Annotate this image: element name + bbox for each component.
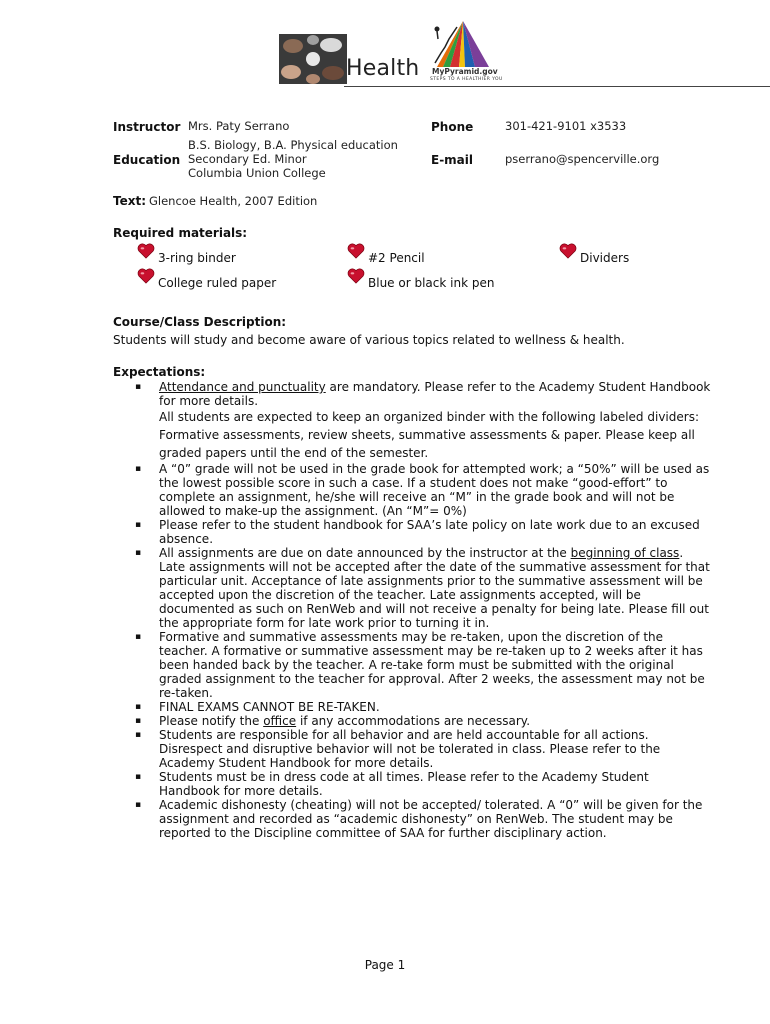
bullet-icon: ▪ bbox=[135, 702, 142, 712]
phone-label: Phone bbox=[431, 120, 474, 134]
education-line: Secondary Ed. Minor bbox=[188, 152, 307, 166]
education-line: Columbia Union College bbox=[188, 166, 326, 180]
page-number: Page 1 bbox=[364, 958, 406, 972]
heart-icon bbox=[347, 243, 365, 259]
material-item bbox=[559, 251, 629, 265]
expectation-text: A “0” grade will not be used in the grade book for attempted work; a “50%” will be used as the lowest possible score in such a case. If a student does not make “good-effort” to complete an assignment, he/she will receive an “M” in the grade book and will not be allowed to make-up the assignment. (An “M”= 0%) bbox=[159, 462, 710, 518]
heart-icon bbox=[347, 268, 365, 284]
material-item bbox=[347, 276, 494, 290]
expectation-item bbox=[113, 714, 713, 728]
expectation-item bbox=[113, 770, 713, 798]
expectation-text: . Late assignments will not be accepted after the date of the summative assessment for that particular unit. Acceptance of late assignments prior to the summative assessment will be accepted upon the discretion of the teacher. Late assignments accepted, will be documented as such on RenWeb and will not receive a penalty for being late. Please fill out the appropriate form for late work prior to turning it in. bbox=[159, 546, 710, 630]
material-item bbox=[137, 276, 276, 290]
expectation-item bbox=[113, 546, 713, 630]
pyramid-logo-text: MyPyramid.gov bbox=[432, 67, 498, 76]
header-photo bbox=[279, 34, 347, 84]
expectation-text: Formative and summative assessments may be re-taken, upon the discretion of the teacher. A formative or summative assessment may be re-taken up to 2 weeks after it has been handed back by the teacher. A re-take form must be submitted with the original graded assignment to the teacher for approval. After 2 weeks, the assessment may not be re-taken. bbox=[159, 630, 705, 700]
expectation-text: are mandatory. Please refer to the Academy Student Handbook for more details. bbox=[159, 380, 711, 408]
office-text: office bbox=[263, 714, 297, 728]
bullet-icon: ▪ bbox=[135, 382, 142, 392]
expectation-text: if any accommodations are necessary. bbox=[296, 714, 531, 728]
pyramid-logo-subtext: STEPS TO A HEALTHIER YOU bbox=[430, 77, 503, 82]
binder-note: All students are expected to keep an organized binder with the following labeled dividers: Formative assessments, review sheets, summative assessments & paper. Please keep all graded papers until the end of the semester. bbox=[159, 410, 699, 460]
heart-icon bbox=[137, 243, 155, 259]
expectation-text: Students must be in dress code at all times. Please refer to the Academy Student Handbook for more details. bbox=[159, 770, 649, 798]
bullet-icon: ▪ bbox=[135, 464, 142, 474]
expectation-text: Students are responsible for all behavior and are held accountable for all actions. Disrespect and disruptive behavior will not be tolerated in class. Please refer to the Academy Student Handbook for more details. bbox=[159, 728, 661, 770]
material-label: #2 Pencil bbox=[368, 251, 425, 265]
expectations-list bbox=[113, 380, 713, 840]
expectation-item bbox=[113, 630, 713, 700]
material-label: College ruled paper bbox=[158, 276, 277, 290]
expectation-text: Please refer to the student handbook for SAA’s late policy on late work due to an excused absence. bbox=[159, 518, 700, 546]
materials-heading: Required materials: bbox=[113, 226, 248, 240]
description-heading: Course/Class Description: bbox=[113, 315, 287, 329]
text-label: Text: bbox=[113, 194, 147, 208]
expectation-item bbox=[113, 380, 713, 462]
material-item bbox=[347, 251, 425, 265]
beginning-of-class-text: beginning of class bbox=[570, 546, 680, 560]
expectations-heading: Expectations: bbox=[113, 365, 206, 379]
instructor-value: Mrs. Paty Serrano bbox=[188, 119, 290, 133]
bullet-icon: ▪ bbox=[135, 632, 142, 642]
attendance-link-text: Attendance and punctuality bbox=[159, 380, 326, 394]
header-title: Health bbox=[346, 56, 420, 81]
bullet-icon: ▪ bbox=[135, 800, 142, 810]
expectation-item bbox=[113, 798, 713, 840]
description-text: Students will study and become aware of various topics related to wellness & health. bbox=[113, 333, 625, 347]
email-label: E-mail bbox=[431, 153, 474, 167]
expectation-text: Please notify the bbox=[159, 714, 264, 728]
material-label: 3-ring binder bbox=[158, 251, 236, 265]
expectation-item bbox=[113, 462, 713, 518]
email-value: pserrano@spencerville.org bbox=[505, 152, 660, 166]
header-rule bbox=[344, 86, 770, 87]
heart-icon bbox=[137, 268, 155, 284]
expectation-item bbox=[113, 700, 713, 714]
material-item bbox=[137, 251, 236, 265]
material-label: Dividers bbox=[580, 251, 630, 265]
education-label: Education bbox=[113, 153, 181, 167]
expectation-text: All assignments are due on date announced by the instructor at the bbox=[159, 546, 571, 560]
bullet-icon: ▪ bbox=[135, 520, 142, 530]
bullet-icon: ▪ bbox=[135, 772, 142, 782]
material-label: Blue or black ink pen bbox=[368, 276, 495, 290]
expectation-item bbox=[113, 518, 713, 546]
heart-icon bbox=[559, 243, 577, 259]
bullet-icon: ▪ bbox=[135, 716, 142, 726]
instructor-label: Instructor bbox=[113, 120, 181, 134]
bullet-icon: ▪ bbox=[135, 548, 142, 558]
phone-value: 301-421-9101 x3533 bbox=[505, 119, 627, 133]
expectation-text: FINAL EXAMS CANNOT BE RE-TAKEN. bbox=[159, 700, 380, 714]
expectation-item bbox=[113, 728, 713, 770]
text-value: Glencoe Health, 2007 Edition bbox=[149, 194, 318, 208]
bullet-icon: ▪ bbox=[135, 730, 142, 740]
education-line: B.S. Biology, B.A. Physical education bbox=[188, 138, 398, 152]
expectation-text: Academic dishonesty (cheating) will not be accepted/ tolerated. A “0” will be given for the assignment and recorded as “academic dishonesty” on RenWeb. The student may be reported to the Discipline committee of SAA for further disciplinary action. bbox=[159, 798, 703, 840]
